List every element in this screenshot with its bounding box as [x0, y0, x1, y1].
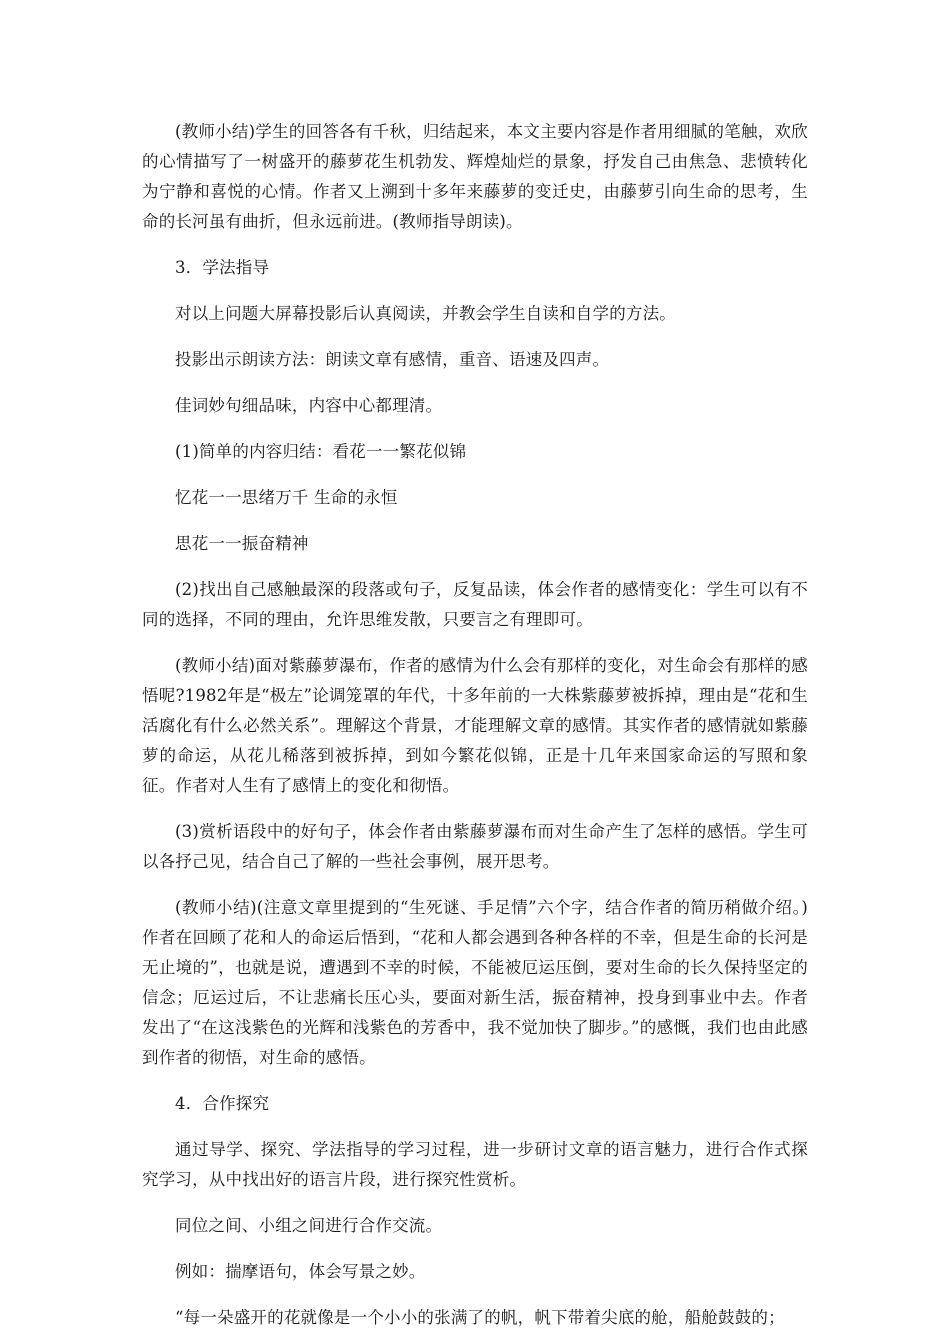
teacher-summary-paragraph-2: (教师小结)面对紫藤萝瀑布，作者的感情为什么会有那样的变化，对生命会有那样的感悟呢?1982年是“极左”论调笼罩的年代，十多年前的一大株紫藤萝被拆掉，理由是“花和生活腐化有什么必然关系”。理解这个背景，才能理解文章的感情。其实作者的感情就如紫藤萝的命运，从花儿稀落到被拆掉，到如今繁花似锦，正是十几年来国家命运的写照和象征。作者对人生有了感情上的变化和彻悟。 — [142, 656, 808, 795]
teacher-summary-paragraph-3: (教师小结)(注意文章里提到的“生死谜、手足情”六个字，结合作者的简历稍做介绍。)作者在回顾了花和人的命运后悟到，“花和人都会遇到各种各样的不幸，但是生命的长河是无止境的”，也就是说，遭遇到不幸的时候，不能被厄运压倒，要对生命的长久保持坚定的信念；厄运过后，不让悲痛长压心头，要面对新生活，振奋精神，投身到事业中去。作者发出了“在这浅紫色的光辉和浅紫色的芳香中，我不觉加快了脚步。”的感慨，我们也由此感到作者的彻悟，对生命的感悟。 — [142, 898, 808, 1067]
paragraph-quote: “每一朵盛开的花就像是一个小小的张满了的帆，帆下带着尖底的舱，船舱鼓鼓的； — [175, 1308, 785, 1327]
section-heading-cooperative-inquiry: 4．合作探究 — [175, 1094, 270, 1113]
paragraph-fine-words: 佳词妙句细品味，内容中心都理清。 — [175, 396, 443, 415]
paragraph-example: 例如：揣摩语句，体会写景之妙。 — [175, 1262, 426, 1281]
paragraph-reading-method: 投影出示朗读方法：朗读文章有感情，重音、语速及四声。 — [175, 350, 610, 369]
document-body — [142, 117, 808, 1333]
section-heading-study-method: 3．学法指导 — [175, 258, 270, 277]
list-item-appreciate-sentences: (3)赏析语段中的好句子，体会作者由紫藤萝瀑布而对生命产生了怎样的感悟。学生可以各抒己见，结合自己了解的一些社会事例，展开思考。 — [142, 822, 808, 871]
paragraph-projection-reading: 对以上问题大屏幕投影后认真阅读，并教会学生自读和自学的方法。 — [175, 304, 676, 323]
list-item-content-summary: (1)简单的内容归结：看花一一繁花似锦 — [175, 442, 467, 461]
list-item-find-sentences: (2)找出自己感触最深的段落或句子，反复品读，体会作者的感情变化：学生可以有不同的选择，不同的理由，允许思维发散，只要言之有理即可。 — [142, 580, 808, 629]
teacher-summary-paragraph-1: (教师小结)学生的回答各有千秋，归结起来，本文主要内容是作者用细腻的笔触，欢欣的心情描写了一树盛开的藤萝花生机勃发、辉煌灿烂的景象，抒发自己由焦急、悲愤转化为宁静和喜悦的心情。作者又上溯到十多年来藤萝的变迁史，由藤萝引向生命的思考，生命的长河虽有曲折，但永远前进。(教师指导朗读)。 — [142, 122, 808, 231]
list-item-think-flower: 思花一一振奋精神 — [175, 534, 309, 553]
paragraph-group-exchange: 同位之间、小组之间进行合作交流。 — [175, 1216, 443, 1235]
list-item-recall-flower: 忆花一一思绪万千 生命的永恒 — [175, 488, 398, 507]
paragraph-inquiry-learning: 通过导学、探究、学法指导的学习过程，进一步研讨文章的语言魅力，进行合作式探究学习，从中找出好的语言片段，进行探究性赏析。 — [142, 1140, 808, 1189]
